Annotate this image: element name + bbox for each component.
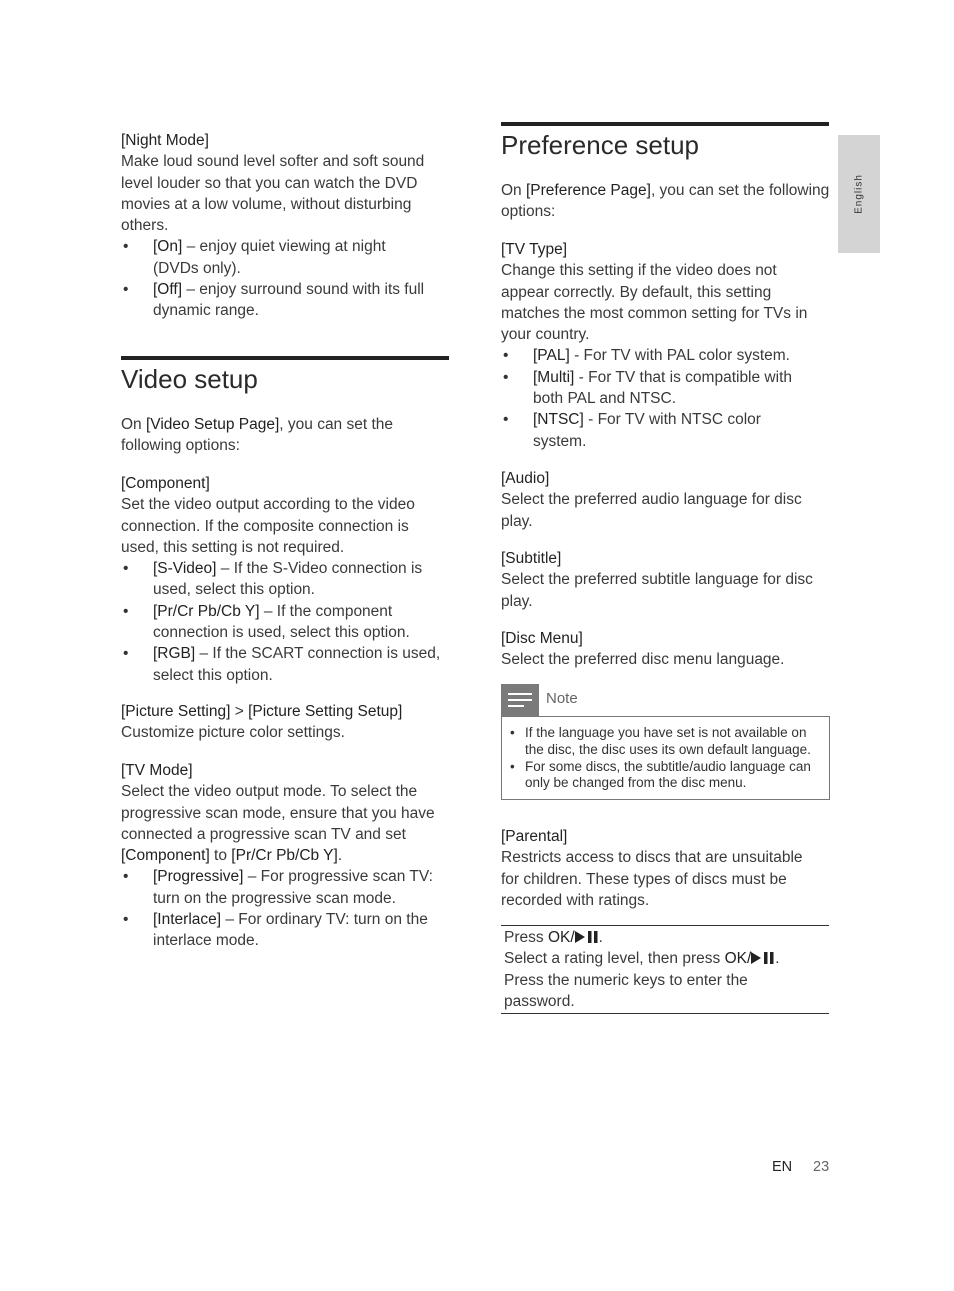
ok-key: OK/ [724, 950, 752, 968]
step-text: . [598, 929, 603, 946]
step-line: Press the numeric keys to enter the [504, 971, 748, 989]
option-key: [Component] [121, 847, 210, 865]
step-line: password. [504, 992, 575, 1010]
option-desc: system. [533, 432, 587, 450]
option-desc: – enjoy quiet viewing at night [182, 238, 386, 256]
option-desc: – If the component [259, 602, 393, 620]
intro-text: On [501, 182, 526, 199]
language-tab [838, 135, 880, 253]
night-mode-line: movies at a low volume, without disturbing [121, 195, 412, 213]
step-text: . [775, 950, 780, 968]
parental-heading: [Parental] [501, 828, 568, 845]
tv-type-line: appear correctly. By default, this setting [501, 283, 772, 301]
video-setup-title: Video setup [121, 364, 258, 394]
night-mode-line: others. [121, 217, 169, 235]
picture-heading: [Picture Setting Setup] [248, 703, 403, 720]
night-mode-section [121, 130, 451, 322]
picture-line: Customize picture color settings. [121, 724, 345, 742]
subtitle-section [501, 548, 831, 612]
note-text: only be changed from the disc menu. [525, 775, 747, 791]
language-tab-label: English [853, 174, 865, 214]
list-item: • [Off] – enjoy surround sound with its full dynamic range. [123, 281, 425, 320]
option-desc: used, select this option. [153, 581, 315, 599]
list-item: • [RGB] – If the SCART connection is used, select this option. [123, 645, 441, 684]
ok-key: OK/ [547, 929, 575, 946]
section-rule [121, 356, 449, 360]
audio-line: play. [501, 512, 533, 530]
option-desc: – For progressive scan TV: [243, 868, 433, 886]
page-number: 23 [813, 1159, 830, 1175]
tv-mode-line: progressive scan mode, ensure that you have [121, 804, 435, 822]
step-line [504, 948, 834, 969]
component-line: used, this setting is not required. [121, 538, 345, 556]
note-text: If the language you have set is not available on [525, 725, 807, 740]
breadcrumb-separator: > [230, 703, 249, 720]
option-key: [Pr/Cr Pb/Cb Y] [231, 847, 338, 865]
intro-text: , you can set the following [650, 182, 830, 199]
component-line: connection. If the composite connection is [121, 517, 409, 535]
option-desc: - For TV that is compatible with [574, 368, 792, 386]
play-pause-icon [751, 952, 775, 964]
note-icon [501, 684, 539, 716]
tv-type-heading: [TV Type] [501, 241, 568, 258]
option-key: [Interlace] [153, 911, 222, 929]
option-key: [Off] [153, 281, 183, 299]
steps-rule-top [501, 925, 829, 926]
component-section [121, 473, 451, 686]
option-desc: dynamic range. [153, 302, 259, 320]
step-text: Press [504, 929, 548, 946]
intro-text: following options: [121, 437, 240, 455]
tv-mode-text: to [209, 847, 232, 865]
option-desc: – If the SCART connection is used, [195, 645, 441, 663]
note-header [501, 684, 831, 716]
night-mode-heading: [Night Mode] [121, 132, 209, 149]
audio-section [501, 468, 831, 532]
preference-setup-title: Preference setup [501, 130, 700, 160]
tv-type-line: matches the most common setting for TVs in [501, 304, 808, 322]
parental-line: recorded with ratings. [501, 891, 650, 909]
list-item: • [On] – enjoy quiet viewing at night (DVDs only). [123, 238, 386, 277]
option-key: [Multi] [533, 368, 575, 386]
tv-mode-heading: [TV Mode] [121, 762, 193, 779]
component-heading: [Component] [121, 475, 210, 492]
list-item: • [S-Video] – If the S-Video connection is used, select this option. [123, 560, 423, 599]
option-desc: connection is used, select this option. [153, 624, 410, 642]
intro-text: , you can set the [279, 416, 394, 433]
tv-mode-text: . [337, 847, 343, 865]
option-desc: interlace mode. [153, 932, 259, 950]
option-key: [S-Video] [153, 560, 217, 578]
disc-menu-heading: [Disc Menu] [501, 630, 583, 647]
list-item: • [Multi] - For TV that is compatible with both PAL and NTSC. [503, 368, 792, 408]
parental-section [501, 826, 831, 911]
audio-line: Select the preferred audio language for disc [501, 491, 802, 509]
tv-mode-line [121, 845, 451, 866]
note-box [501, 716, 830, 800]
picture-heading: [Picture Setting] [121, 703, 231, 720]
parental-line: for children. These types of discs must be [501, 870, 787, 888]
option-desc: both PAL and NTSC. [533, 390, 677, 408]
tv-type-line: your country. [501, 326, 590, 344]
subtitle-line: Select the preferred subtitle language for disc [501, 571, 813, 589]
intro-text: options: [501, 203, 556, 221]
option-desc: – If the S-Video connection is [216, 560, 423, 578]
option-desc: - For TV with PAL color system. [569, 347, 790, 365]
list-item: • [Interlace] – For ordinary TV: turn on the interlace mode. [123, 911, 428, 950]
option-key: [Progressive] [153, 868, 244, 886]
list-item: • [NTSC] - For TV with NTSC color system. [503, 411, 761, 450]
note-text: For some discs, the subtitle/audio language can [525, 758, 811, 774]
steps-rule-bottom [501, 1013, 829, 1014]
option-desc: turn on the progressive scan mode. [153, 889, 396, 907]
subtitle-heading: [Subtitle] [501, 550, 562, 567]
audio-heading: [Audio] [501, 470, 550, 487]
list-item: • [Pr/Cr Pb/Cb Y] – If the component connection is used, select this option. [123, 602, 410, 642]
option-desc: – enjoy surround sound with its full [182, 281, 425, 299]
note-item: • For some discs, the subtitle/audio language can only be changed from the disc menu. [510, 758, 811, 791]
parental-line: Restricts access to discs that are unsuitable [501, 849, 803, 867]
night-mode-line: level louder so that you can watch the DVD [121, 174, 418, 192]
option-desc: - For TV with NTSC color [583, 411, 761, 429]
section-rule [501, 122, 829, 126]
footer-language: EN [772, 1159, 793, 1175]
list-item: • [PAL] - For TV with PAL color system. [503, 347, 790, 365]
list-item: • [Progressive] – For progressive scan TV: turn on the progressive scan mode. [123, 868, 433, 907]
parental-steps [504, 927, 834, 1012]
picture-section [121, 701, 451, 744]
preference-intro [501, 180, 831, 223]
option-key: [PAL] [533, 347, 570, 365]
tv-mode-line: connected a progressive scan TV and set [121, 825, 406, 843]
disc-menu-section [501, 628, 831, 671]
tv-type-section [501, 239, 831, 452]
play-pause-icon [575, 931, 599, 943]
option-desc: – For ordinary TV: turn on the [221, 911, 428, 929]
intro-key: [Preference Page] [525, 182, 651, 199]
tv-mode-line: Select the video output mode. To select the [121, 783, 418, 801]
component-line: Set the video output according to the video [121, 496, 415, 514]
option-key: [NTSC] [533, 411, 584, 429]
subtitle-line: play. [501, 592, 533, 610]
option-key: [On] [153, 238, 183, 256]
option-desc: select this option. [153, 666, 273, 684]
step-text: Select a rating level, then press [504, 950, 725, 968]
option-desc: (DVDs only). [153, 259, 241, 277]
tv-mode-section [121, 760, 451, 952]
note-item: • If the language you have set is not available on the disc, the disc uses its own default language. [510, 725, 811, 757]
tv-type-line: Change this setting if the video does not [501, 262, 777, 280]
option-key: [Pr/Cr Pb/Cb Y] [153, 602, 260, 620]
note-label: Note [546, 690, 578, 707]
night-mode-line: Make loud sound level softer and soft sound [121, 153, 425, 171]
disc-menu-line: Select the preferred disc menu language. [501, 651, 785, 669]
note-text: the disc, the disc uses its own default language. [525, 741, 811, 757]
option-key: [RGB] [153, 645, 196, 663]
video-setup-intro [121, 414, 451, 457]
intro-key: [Video Setup Page] [145, 416, 280, 433]
step-line [504, 927, 834, 948]
intro-text: On [121, 416, 146, 433]
